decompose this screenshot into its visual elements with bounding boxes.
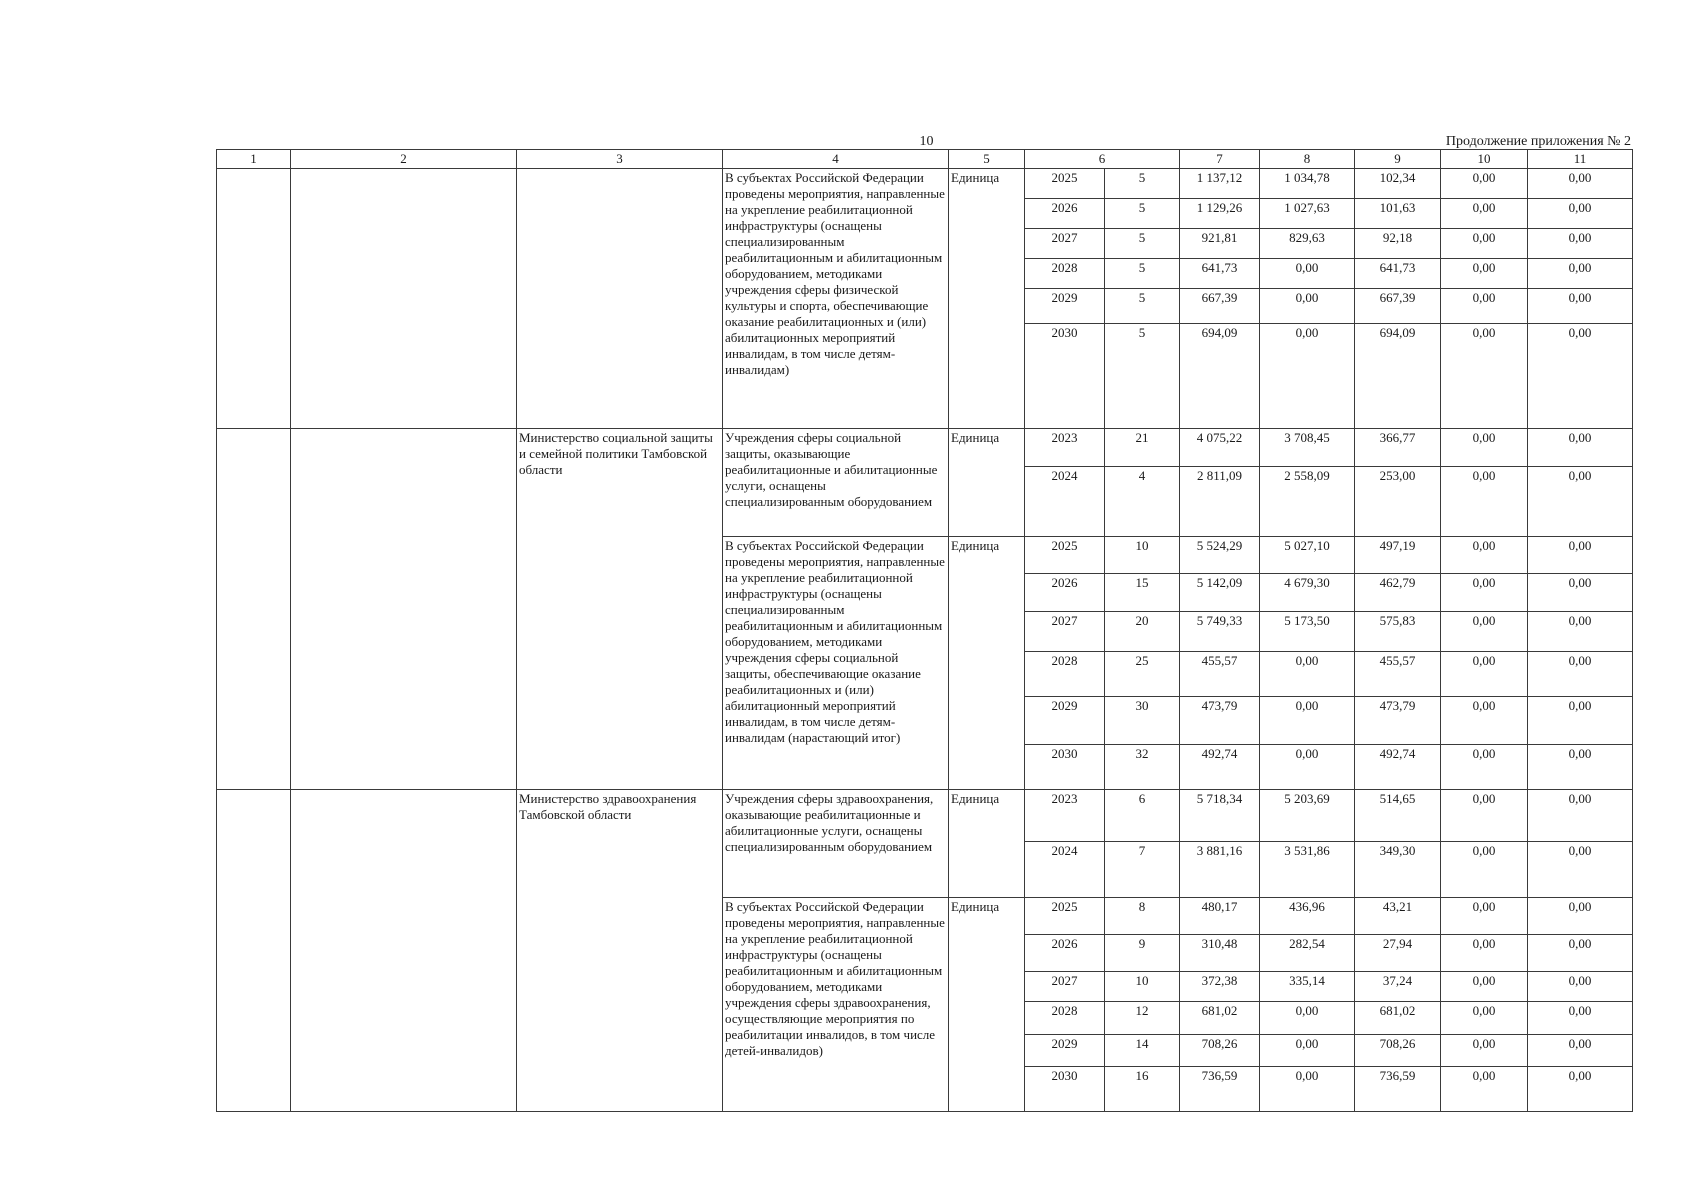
federal-budget-cell: 0,00	[1260, 697, 1355, 745]
total-cell: 681,02	[1180, 1002, 1260, 1035]
federal-budget-cell: 0,00	[1260, 324, 1355, 429]
total-cell: 708,26	[1180, 1035, 1260, 1067]
regional-budget-cell: 455,57	[1355, 652, 1441, 697]
col2-cell	[291, 790, 517, 1112]
total-cell: 667,39	[1180, 289, 1260, 324]
extra-budget-cell: 0,00	[1528, 324, 1633, 429]
result-description: В субъектах Российской Федерации проведены мероприятия, направленные на укрепление реабилитационной инфраструктуры (оснащены реабилитационным и абилитационным оборудованием, методиками учреждения сферы здравоохранения, осуществляющие мероприятия по реабилитации инвалидов, в том числе детей-инвалидов)	[723, 898, 949, 1112]
quantity-cell: 7	[1105, 842, 1180, 898]
local-budget-cell: 0,00	[1441, 790, 1528, 842]
regional-budget-cell: 681,02	[1355, 1002, 1441, 1035]
total-cell: 480,17	[1180, 898, 1260, 935]
unit-of-measure: Единица	[949, 169, 1025, 429]
quantity-cell: 10	[1105, 537, 1180, 574]
result-description: Учреждения сферы здравоохранения, оказывающие реабилитационные и абилитационные услуги, оснащены специализированным оборудованием	[723, 790, 949, 898]
extra-budget-cell: 0,00	[1528, 229, 1633, 259]
quantity-cell: 5	[1105, 259, 1180, 289]
regional-budget-cell: 43,21	[1355, 898, 1441, 935]
col-header: 2	[291, 150, 517, 169]
extra-budget-cell: 0,00	[1528, 1067, 1633, 1112]
responsible-executor: Министерство социальной защиты и семейной политики Тамбовской области	[517, 429, 723, 790]
local-budget-cell: 0,00	[1441, 652, 1528, 697]
local-budget-cell: 0,00	[1441, 289, 1528, 324]
total-cell: 492,74	[1180, 745, 1260, 790]
year-cell: 2029	[1025, 289, 1105, 324]
federal-budget-cell: 829,63	[1260, 229, 1355, 259]
table-row	[217, 790, 1633, 842]
extra-budget-cell: 0,00	[1528, 289, 1633, 324]
total-cell: 5 524,29	[1180, 537, 1260, 574]
page-number: 10	[919, 134, 934, 149]
year-cell: 2024	[1025, 842, 1105, 898]
quantity-cell: 9	[1105, 935, 1180, 972]
year-cell: 2026	[1025, 574, 1105, 612]
quantity-cell: 5	[1105, 289, 1180, 324]
local-budget-cell: 0,00	[1441, 467, 1528, 537]
total-cell: 372,38	[1180, 972, 1260, 1002]
quantity-cell: 5	[1105, 229, 1180, 259]
federal-budget-cell: 335,14	[1260, 972, 1355, 1002]
year-cell: 2027	[1025, 972, 1105, 1002]
extra-budget-cell: 0,00	[1528, 935, 1633, 972]
unit-of-measure: Единица	[949, 898, 1025, 1112]
federal-budget-cell: 0,00	[1260, 652, 1355, 697]
quantity-cell: 5	[1105, 324, 1180, 429]
local-budget-cell: 0,00	[1441, 229, 1528, 259]
extra-budget-cell: 0,00	[1528, 169, 1633, 199]
local-budget-cell: 0,00	[1441, 259, 1528, 289]
col-header: 7	[1180, 150, 1260, 169]
regional-budget-cell: 462,79	[1355, 574, 1441, 612]
federal-budget-cell: 0,00	[1260, 1002, 1355, 1035]
local-budget-cell: 0,00	[1441, 842, 1528, 898]
col-header: 1	[217, 150, 291, 169]
total-cell: 2 811,09	[1180, 467, 1260, 537]
col-header: 11	[1528, 150, 1633, 169]
local-budget-cell: 0,00	[1441, 697, 1528, 745]
quantity-cell: 5	[1105, 199, 1180, 229]
local-budget-cell: 0,00	[1441, 612, 1528, 652]
col-header: 10	[1441, 150, 1528, 169]
year-cell: 2024	[1025, 467, 1105, 537]
federal-budget-cell: 0,00	[1260, 289, 1355, 324]
col1-cell	[217, 429, 291, 790]
local-budget-cell: 0,00	[1441, 169, 1528, 199]
extra-budget-cell: 0,00	[1528, 1035, 1633, 1067]
extra-budget-cell: 0,00	[1528, 199, 1633, 229]
federal-budget-cell: 5 203,69	[1260, 790, 1355, 842]
year-cell: 2023	[1025, 429, 1105, 467]
extra-budget-cell: 0,00	[1528, 574, 1633, 612]
federal-budget-cell: 5 027,10	[1260, 537, 1355, 574]
local-budget-cell: 0,00	[1441, 324, 1528, 429]
federal-budget-cell: 1 034,78	[1260, 169, 1355, 199]
col1-cell	[217, 169, 291, 429]
quantity-cell: 30	[1105, 697, 1180, 745]
year-cell: 2030	[1025, 324, 1105, 429]
quantity-cell: 14	[1105, 1035, 1180, 1067]
regional-budget-cell: 102,34	[1355, 169, 1441, 199]
local-budget-cell: 0,00	[1441, 898, 1528, 935]
result-description: В субъектах Российской Федерации проведены мероприятия, направленные на укрепление реабилитационной инфраструктуры (оснащены специализированным реабилитационным и абилитационным оборудованием, методиками учреждения сферы социальной защиты, обеспечивающие оказание реабилитационных и (или) абилитационный мероприятий инвалидам, в том числе детям-инвалидам (нарастающий итог)	[723, 537, 949, 790]
quantity-cell: 25	[1105, 652, 1180, 697]
year-cell: 2029	[1025, 1035, 1105, 1067]
regional-budget-cell: 641,73	[1355, 259, 1441, 289]
local-budget-cell: 0,00	[1441, 745, 1528, 790]
col-header: 3	[517, 150, 723, 169]
responsible-executor	[517, 169, 723, 429]
total-cell: 1 137,12	[1180, 169, 1260, 199]
extra-budget-cell: 0,00	[1528, 652, 1633, 697]
column-number-row	[217, 150, 1633, 169]
regional-budget-cell: 708,26	[1355, 1035, 1441, 1067]
total-cell: 5 718,34	[1180, 790, 1260, 842]
year-cell: 2027	[1025, 612, 1105, 652]
year-cell: 2028	[1025, 1002, 1105, 1035]
year-cell: 2025	[1025, 537, 1105, 574]
regional-budget-cell: 492,74	[1355, 745, 1441, 790]
local-budget-cell: 0,00	[1441, 537, 1528, 574]
regional-budget-cell: 27,94	[1355, 935, 1441, 972]
total-cell: 736,59	[1180, 1067, 1260, 1112]
total-cell: 455,57	[1180, 652, 1260, 697]
year-cell: 2026	[1025, 935, 1105, 972]
regional-budget-cell: 101,63	[1355, 199, 1441, 229]
year-cell: 2023	[1025, 790, 1105, 842]
col-header: 9	[1355, 150, 1441, 169]
local-budget-cell: 0,00	[1441, 429, 1528, 467]
regional-budget-cell: 667,39	[1355, 289, 1441, 324]
total-cell: 641,73	[1180, 259, 1260, 289]
federal-budget-cell: 2 558,09	[1260, 467, 1355, 537]
table-row	[217, 169, 1633, 199]
year-cell: 2029	[1025, 697, 1105, 745]
regional-budget-cell: 92,18	[1355, 229, 1441, 259]
local-budget-cell: 0,00	[1441, 1002, 1528, 1035]
result-description: В субъектах Российской Федерации проведены мероприятия, направленные на укрепление реабилитационной инфраструктуры (оснащены специализированным реабилитационным и абилитационным оборудованием, методиками учреждения сферы физической культуры и спорта, обеспечивающие оказание реабилитационных и (или) абилитационных мероприятий инвалидам, в том числе детям-инвалидам)	[723, 169, 949, 429]
col2-cell	[291, 429, 517, 790]
regional-budget-cell: 253,00	[1355, 467, 1441, 537]
regional-budget-cell: 514,65	[1355, 790, 1441, 842]
regional-budget-cell: 497,19	[1355, 537, 1441, 574]
local-budget-cell: 0,00	[1441, 935, 1528, 972]
extra-budget-cell: 0,00	[1528, 898, 1633, 935]
local-budget-cell: 0,00	[1441, 574, 1528, 612]
total-cell: 4 075,22	[1180, 429, 1260, 467]
extra-budget-cell: 0,00	[1528, 612, 1633, 652]
extra-budget-cell: 0,00	[1528, 790, 1633, 842]
col-header: 5	[949, 150, 1025, 169]
regional-budget-cell: 473,79	[1355, 697, 1441, 745]
federal-budget-cell: 436,96	[1260, 898, 1355, 935]
year-cell: 2025	[1025, 169, 1105, 199]
unit-of-measure: Единица	[949, 537, 1025, 790]
federal-budget-cell: 3 708,45	[1260, 429, 1355, 467]
federal-budget-cell: 0,00	[1260, 1067, 1355, 1112]
quantity-cell: 15	[1105, 574, 1180, 612]
quantity-cell: 12	[1105, 1002, 1180, 1035]
total-cell: 921,81	[1180, 229, 1260, 259]
col-header: 4	[723, 150, 949, 169]
regional-budget-cell: 575,83	[1355, 612, 1441, 652]
quantity-cell: 16	[1105, 1067, 1180, 1112]
local-budget-cell: 0,00	[1441, 199, 1528, 229]
federal-budget-cell: 0,00	[1260, 745, 1355, 790]
extra-budget-cell: 0,00	[1528, 259, 1633, 289]
quantity-cell: 21	[1105, 429, 1180, 467]
col-header: 8	[1260, 150, 1355, 169]
year-cell: 2025	[1025, 898, 1105, 935]
extra-budget-cell: 0,00	[1528, 1002, 1633, 1035]
local-budget-cell: 0,00	[1441, 1067, 1528, 1112]
year-cell: 2027	[1025, 229, 1105, 259]
result-description: Учреждения сферы социальной защиты, оказывающие реабилитационные и абилитационные услуги, оснащены специализированным оборудованием	[723, 429, 949, 537]
quantity-cell: 32	[1105, 745, 1180, 790]
table-body	[217, 169, 1633, 1112]
extra-budget-cell: 0,00	[1528, 467, 1633, 537]
extra-budget-cell: 0,00	[1528, 842, 1633, 898]
year-cell: 2028	[1025, 652, 1105, 697]
unit-of-measure: Единица	[949, 790, 1025, 898]
total-cell: 1 129,26	[1180, 199, 1260, 229]
extra-budget-cell: 0,00	[1528, 537, 1633, 574]
regional-budget-cell: 366,77	[1355, 429, 1441, 467]
local-budget-cell: 0,00	[1441, 972, 1528, 1002]
regional-budget-cell: 736,59	[1355, 1067, 1441, 1112]
total-cell: 694,09	[1180, 324, 1260, 429]
total-cell: 3 881,16	[1180, 842, 1260, 898]
quantity-cell: 20	[1105, 612, 1180, 652]
total-cell: 310,48	[1180, 935, 1260, 972]
federal-budget-cell: 3 531,86	[1260, 842, 1355, 898]
federal-budget-cell: 1 027,63	[1260, 199, 1355, 229]
col2-cell	[291, 169, 517, 429]
quantity-cell: 6	[1105, 790, 1180, 842]
year-cell: 2030	[1025, 745, 1105, 790]
local-budget-cell: 0,00	[1441, 1035, 1528, 1067]
year-cell: 2030	[1025, 1067, 1105, 1112]
quantity-cell: 8	[1105, 898, 1180, 935]
year-cell: 2026	[1025, 199, 1105, 229]
quantity-cell: 10	[1105, 972, 1180, 1002]
extra-budget-cell: 0,00	[1528, 429, 1633, 467]
extra-budget-cell: 0,00	[1528, 697, 1633, 745]
regional-budget-cell: 37,24	[1355, 972, 1441, 1002]
table-row	[217, 429, 1633, 467]
col1-cell	[217, 790, 291, 1112]
quantity-cell: 5	[1105, 169, 1180, 199]
federal-budget-cell: 5 173,50	[1260, 612, 1355, 652]
regional-budget-cell: 349,30	[1355, 842, 1441, 898]
federal-budget-cell: 4 679,30	[1260, 574, 1355, 612]
regional-budget-cell: 694,09	[1355, 324, 1441, 429]
col-header: 6	[1025, 150, 1180, 169]
appendix-table	[216, 149, 1633, 1112]
continuation-title: Продолжение приложения № 2	[1445, 134, 1631, 149]
extra-budget-cell: 0,00	[1528, 972, 1633, 1002]
federal-budget-cell: 282,54	[1260, 935, 1355, 972]
federal-budget-cell: 0,00	[1260, 1035, 1355, 1067]
total-cell: 5 749,33	[1180, 612, 1260, 652]
responsible-executor: Министерство здравоохранения Тамбовской области	[517, 790, 723, 1112]
quantity-cell: 4	[1105, 467, 1180, 537]
total-cell: 473,79	[1180, 697, 1260, 745]
year-cell: 2028	[1025, 259, 1105, 289]
total-cell: 5 142,09	[1180, 574, 1260, 612]
extra-budget-cell: 0,00	[1528, 745, 1633, 790]
unit-of-measure: Единица	[949, 429, 1025, 537]
federal-budget-cell: 0,00	[1260, 259, 1355, 289]
